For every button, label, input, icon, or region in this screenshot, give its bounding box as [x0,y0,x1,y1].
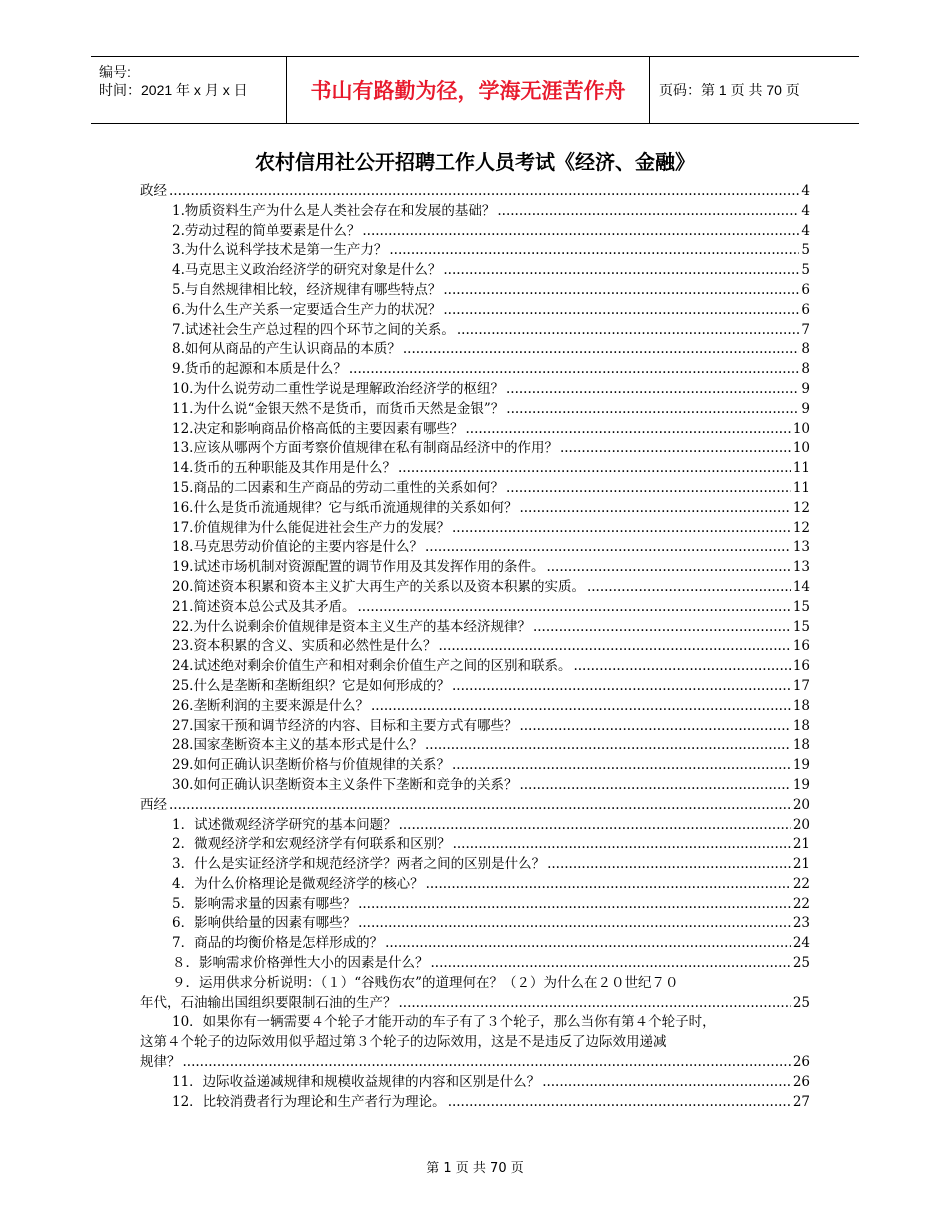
toc-entry-text: 26.垄断利润的主要来源是什么？ [172,697,369,714]
header-motto: 书山有路勤为径，学海无涯苦作舟 [287,57,650,123]
toc-leader-dots [457,321,800,341]
toc-item[interactable] [140,420,810,440]
toc-item[interactable] [140,499,810,519]
toc-page-number: 22 [792,875,810,892]
toc-leader-dots [438,637,790,657]
toc-item[interactable] [140,756,810,776]
toc-page-number: 25 [792,955,810,972]
toc-leader-dots [452,677,791,697]
table-of-contents [140,182,810,1112]
toc-page-number: 9 [801,380,810,397]
toc-page-number: 4 [801,202,810,219]
toc-item[interactable] [140,558,810,578]
toc-leader-dots [425,736,791,756]
toc-entry-text: 3．什么是实证经济学和规范经济学？两者之间的区别是什么？ [172,856,546,873]
toc-item[interactable] [140,400,810,420]
toc-entry-text: 24.试述绝对剩余价值生产和相对剩余价值生产之间的区别和联系。 [172,658,572,675]
toc-entry-text: 4.马克思主义政治经济学的研究对象是什么？ [172,262,442,279]
toc-leader-dots [587,578,791,598]
toc-entry-text: 2.劳动过程的简单要素是什么？ [172,222,361,239]
toc-page-number: 5 [801,262,810,279]
toc-entry-text: 16.什么是货币流通规律？它与纸币流通规律的关系如何？ [172,499,518,516]
toc-leader-dots [183,1053,791,1073]
toc-entry-text: 27.国家干预和调节经济的内容、目标和主要方式有哪些？ [172,717,518,734]
toc-entry-text: 11.为什么说“金银天然不是货币，而货币天然是金银”？ [172,400,505,417]
toc-item[interactable] [140,340,810,360]
toc-leader-dots [426,875,791,895]
toc-entry-text: 1．试述微观经济学研究的基本问题？ [172,816,397,833]
toc-leader-dots [425,538,791,558]
toc-page-number: 10 [792,440,810,457]
toc-entry-text: 5.与自然规律相比较，经济规律有哪些特点？ [172,281,442,298]
toc-item-10-line3[interactable] [140,1053,810,1073]
toc-entry-text: 28.国家垄断资本主义的基本形式是什么？ [172,737,423,754]
toc-item[interactable] [140,281,810,301]
toc-item[interactable] [140,578,810,598]
toc-leader-dots [506,479,791,499]
toc-page-number: 19 [792,757,810,774]
toc-leader-dots [497,202,799,222]
toc-leader-dots [398,459,791,479]
toc-item[interactable] [140,479,810,499]
toc-item[interactable] [140,538,810,558]
date-label: 时间：2021 年 x 月 x 日 [99,82,248,98]
toc-page-number: 12 [792,519,810,536]
toc-item[interactable] [140,519,810,539]
toc-leader-dots [546,558,790,578]
toc-page-number: 9 [801,400,810,417]
toc-page-number: 4 [801,222,810,239]
toc-item[interactable] [140,1093,810,1113]
toc-entry-text: 2．微观经济学和宏观经济学有何联系和区别？ [172,836,451,853]
header-table [91,56,859,124]
toc-entry-text: 25.什么是垄断和垄断组织？它是如何形成的？ [172,677,450,694]
toc-entry-text: 4．为什么价格理论是微观经济学的核心？ [172,875,424,892]
header-page-info: 页码：第 1 页 共 70 页 [659,82,800,98]
toc-leader-dots [399,994,791,1014]
toc-item-10-line1: 10．如果你有一辆需要４个轮子才能开动的车子有了３个轮子，那么当你有第４个轮子时， [172,1014,716,1031]
toc-page-number: 25 [792,994,810,1011]
toc-page-number: 14 [792,578,810,595]
toc-leader-dots [385,934,791,954]
toc-leader-dots [465,420,790,440]
toc-page-number: 17 [792,677,810,694]
toc-page-number: 20 [792,796,810,813]
serial-label: 编号: [99,64,131,80]
toc-page-number: 23 [792,915,810,932]
toc-entry-text: 15.商品的二因素和生产商品的劳动二重性的关系如何？ [172,479,504,496]
toc-item[interactable] [140,657,810,677]
toc-page-number: 4 [801,183,810,199]
toc-item[interactable] [140,895,810,915]
toc-section-western-economics[interactable] [140,796,810,816]
toc-entry-text: ８．影响需求价格弹性大小的因素是什么？ [172,955,429,972]
toc-page-number: 15 [792,598,810,615]
toc-entry-text: 9.货币的起源和本质是什么？ [172,361,347,378]
toc-item[interactable] [140,321,810,341]
document-title: 农村信用社公开招聘工作人员考试《经济、金融》 [255,150,695,174]
toc-page-number: 8 [801,341,810,358]
toc-entry-text: 11．边际收益递减规律和规模收益规律的内容和区别是什么？ [172,1073,541,1090]
toc-entry-text: 14.货币的五种职能及其作用是什么？ [172,460,396,477]
toc-item[interactable] [140,459,810,479]
toc-page-number: 16 [792,658,810,675]
toc-entry-text: 21.简述资本总公式及其矛盾。 [172,598,356,615]
toc-item[interactable] [140,954,810,974]
toc-page-number: 10 [792,420,810,437]
toc-entry-text: 1.物质资料生产为什么是人类社会存在和发展的基础？ [172,202,496,219]
toc-page-number: 6 [801,301,810,318]
toc-page-number: 18 [792,697,810,714]
toc-entry-text: 17.价值规律为什么能促进社会生产力的发展？ [172,519,450,536]
toc-item[interactable] [140,816,810,836]
toc-leader-dots [358,895,791,915]
toc-item[interactable] [140,261,810,281]
toc-page-number: 27 [792,1093,810,1110]
toc-leader-dots [399,816,791,836]
toc-entry-text: 7．商品的均衡价格是怎样形成的？ [172,935,384,952]
toc-entry-text: 19.试述市场机制对资源配置的调节作用及其发挥作用的条件。 [172,559,545,576]
toc-entry-text: 年代，石油输出国组织要限制石油的生产？ [140,994,397,1011]
header-meta [91,57,287,123]
toc-page-number: 15 [792,618,810,635]
toc-item[interactable] [140,717,810,737]
toc-leader-dots [506,380,799,400]
toc-page-number: 26 [792,1073,810,1090]
toc-entry-text: 23.资本积累的含义、实质和必然性是什么？ [172,638,437,655]
toc-page-number: 21 [792,856,810,873]
toc-item[interactable] [140,598,810,618]
toc-item[interactable] [140,222,810,242]
toc-leader-dots [443,301,799,321]
toc-entry-text: 7.试述社会生产总过程的四个环节之间的关系。 [172,321,455,338]
toc-entry-text: 22.为什么说剩余价值规律是资本主义生产的基本经济规律？ [172,618,531,635]
toc-entry-text: 政经 [140,183,167,199]
toc-page-number: 11 [792,479,810,496]
toc-page-number: 13 [792,539,810,556]
toc-page-number: 8 [801,361,810,378]
toc-item[interactable] [140,855,810,875]
toc-entry-text: 29.如何正确认识垄断价格与价值规律的关系？ [172,757,450,774]
toc-entry-text: 8.如何从商品的产生认识商品的本质？ [172,341,401,358]
toc-leader-dots [443,281,799,301]
toc-leader-dots [358,914,791,934]
toc-item-9-line1: ９．运用供求分析说明：（１）“谷贱伤农”的道理何在？（２）为什么在２０世纪７０ [172,974,679,991]
toc-leader-dots [452,756,791,776]
toc-item[interactable] [140,776,810,796]
toc-item[interactable] [140,241,810,261]
toc-page-number: 6 [801,281,810,298]
toc-page-number: 21 [792,836,810,853]
toc-page-number: 24 [792,935,810,952]
toc-page-number: 5 [801,242,810,259]
toc-leader-dots [357,598,790,618]
toc-item[interactable] [140,360,810,380]
toc-page-number: 11 [792,460,810,477]
toc-page-number: 19 [792,776,810,793]
toc-entry-text: 12.决定和影响商品价格高低的主要因素有哪些？ [172,420,464,437]
toc-item[interactable] [140,1073,810,1093]
toc-item-9-line2[interactable] [140,994,810,1014]
toc-entry-text: 3.为什么说科学技术是第一生产力？ [172,242,388,259]
toc-leader-dots [448,1093,791,1113]
toc-page-number: 18 [792,737,810,754]
toc-page-number: 18 [792,717,810,734]
toc-entry-text: 西经 [140,796,167,813]
toc-leader-dots [443,261,799,281]
page-footer: 第 1 页 共 70 页 [426,1161,524,1176]
toc-page-number: 16 [792,638,810,655]
toc-leader-dots [453,835,791,855]
toc-leader-dots [169,182,799,202]
toc-item[interactable] [140,875,810,895]
toc-leader-dots [371,697,791,717]
toc-entry-text: 6.为什么生产关系一定要适合生产力的状况？ [172,301,442,318]
toc-page-number: 26 [792,1054,810,1071]
toc-page-number: 20 [792,816,810,833]
toc-entry-text: 规律？ [140,1054,181,1071]
toc-entry-text: 12．比较消费者行为理论和生产者行为理论。 [172,1093,446,1110]
toc-leader-dots [362,222,799,242]
toc-entry-text: 6．影响供给量的因素有哪些？ [172,915,357,932]
toc-item[interactable] [140,301,810,321]
toc-entry-text: 5．影响需求量的因素有哪些？ [172,895,357,912]
toc-page-number: 7 [801,321,810,338]
toc-leader-dots [533,618,791,638]
toc-entry-text: 13.应该从哪两个方面考察价值规律在私有制商品经济中的作用？ [172,440,558,457]
toc-item[interactable] [140,202,810,222]
toc-item[interactable] [140,618,810,638]
toc-leader-dots [560,439,791,459]
toc-leader-dots [169,796,791,816]
toc-item[interactable] [140,380,810,400]
toc-leader-dots [403,340,800,360]
toc-item[interactable] [140,697,810,717]
toc-leader-dots [519,499,790,519]
toc-item[interactable] [140,914,810,934]
toc-entry-text: 10.为什么说劳动二重性学说是理解政治经济学的枢纽？ [172,380,504,397]
toc-item[interactable] [140,637,810,657]
toc-entry-text: 18.马克思劳动价值论的主要内容是什么？ [172,539,423,556]
toc-leader-dots [519,717,790,737]
toc-leader-dots [506,400,799,420]
toc-item[interactable] [140,439,810,459]
toc-item-10-line2: 这第４个轮子的边际效用似乎超过第３个轮子的边际效用，这是不是违反了边际效用递减 [140,1034,667,1051]
toc-leader-dots [547,855,791,875]
toc-section-political-economy[interactable] [140,182,810,202]
toc-leader-dots [389,241,799,261]
toc-item[interactable] [140,835,810,855]
toc-entry-text: 20.简述资本积累和资本主义扩大再生产的关系以及资本积累的实质。 [172,578,585,595]
toc-leader-dots [542,1073,791,1093]
toc-item[interactable] [140,736,810,756]
toc-page-number: 22 [792,895,810,912]
toc-item[interactable] [140,677,810,697]
toc-leader-dots [431,954,791,974]
toc-leader-dots [519,776,790,796]
toc-leader-dots [349,360,800,380]
toc-entry-text: 30.如何正确认识垄断资本主义条件下垄断和竞争的关系？ [172,776,518,793]
toc-leader-dots [452,519,791,539]
toc-page-number: 13 [792,559,810,576]
toc-leader-dots [573,657,790,677]
toc-item[interactable] [140,934,810,954]
toc-page-number: 12 [792,499,810,516]
